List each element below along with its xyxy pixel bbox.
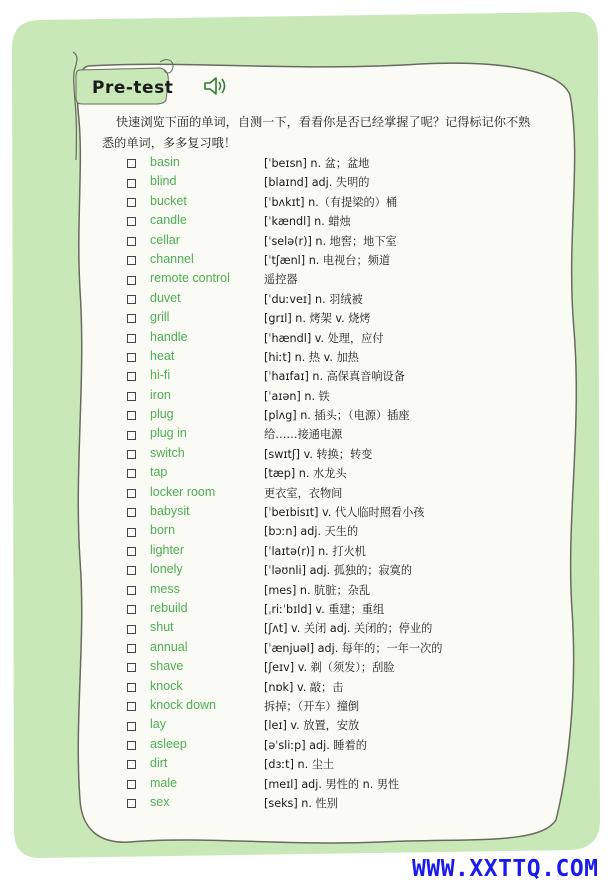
vocab-checkbox[interactable] [127, 256, 136, 265]
vocab-word: switch [150, 445, 185, 460]
vocab-checkbox[interactable] [127, 663, 136, 672]
vocab-row [127, 542, 547, 561]
vocab-definition: [nɒk] v. 敲；击 [264, 680, 344, 694]
vocab-row [127, 270, 547, 289]
vocab-definition: [ˈhaɪfaɪ] n. 高保真音响设备 [264, 370, 405, 384]
vocab-word: handle [150, 329, 188, 344]
vocab-row [127, 445, 547, 464]
vocab-definition: [plʌg] n. 插头；（电源）插座 [264, 409, 410, 423]
vocab-row [127, 736, 547, 755]
vocab-word: locker room [150, 484, 216, 499]
vocab-word: lonely [150, 562, 183, 577]
vocab-word: knock [150, 678, 183, 693]
vocab-definition: [ˈtʃænl] n. 电视台；频道 [264, 253, 391, 267]
vocab-checkbox[interactable] [127, 159, 136, 168]
speaker-icon[interactable] [202, 74, 228, 98]
vocab-definition: [bɔːn] adj. 天生的 [264, 525, 359, 539]
vocab-row [127, 290, 547, 309]
vocab-definition: [seks] n. 性别 [264, 796, 338, 810]
vocab-row [127, 600, 547, 619]
vocab-checkbox[interactable] [127, 334, 136, 343]
vocab-row [127, 775, 547, 794]
vocab-row [127, 755, 547, 774]
vocab-word: hi-fi [150, 368, 171, 383]
vocab-checkbox[interactable] [127, 528, 136, 537]
vocab-checkbox[interactable] [127, 508, 136, 517]
vocab-word: mess [150, 581, 180, 596]
vocab-checkbox[interactable] [127, 217, 136, 226]
vocab-word: plug [150, 407, 174, 422]
vocabulary-list [127, 154, 547, 813]
vocab-checkbox[interactable] [127, 198, 136, 207]
page-title: Pre-test [92, 78, 174, 98]
vocab-checkbox[interactable] [127, 392, 136, 401]
vocab-row [127, 329, 547, 348]
vocab-row [127, 464, 547, 483]
vocab-definition: [ˈhændl] v. 处理，应付 [264, 331, 384, 345]
vocab-word: shave [150, 659, 184, 674]
vocab-checkbox[interactable] [127, 566, 136, 575]
vocab-definition: [ˈbʌkɪt] n.（有提梁的）桶 [264, 195, 398, 209]
vocab-word: asleep [150, 736, 187, 751]
vocab-row [127, 154, 547, 173]
vocab-word: bucket [150, 193, 187, 208]
vocab-row [127, 425, 547, 444]
vocab-definition: [hiːt] n. 热 v. 加热 [264, 350, 359, 364]
vocab-word: duvet [150, 290, 181, 305]
vocab-word: rebuild [150, 600, 188, 615]
vocab-word: remote control [150, 271, 230, 286]
vocab-word: channel [150, 251, 194, 266]
instructions-text: 快速浏览下面的单词，自测一下，看看你是否已经掌握了呢？记得标记你不熟悉的单词，多多复习哦！ [102, 115, 531, 150]
vocab-checkbox[interactable] [127, 760, 136, 769]
vocab-word: lay [150, 717, 166, 732]
vocab-word: heat [150, 348, 175, 363]
vocab-definition: [ˈkændl] n. 蜡烛 [264, 215, 351, 229]
vocab-definition: [ʃʌt] v. 关闭 adj. 关闭的；停业的 [264, 622, 433, 636]
vocab-word: male [150, 775, 178, 790]
vocab-checkbox[interactable] [127, 431, 136, 440]
vocab-definition: [dɜːt] n. 尘土 [264, 758, 335, 772]
vocab-definition: [ʃeɪv] v. 剃（须发）；刮脸 [264, 661, 395, 675]
vocab-row [127, 794, 547, 813]
vocab-word: tap [150, 465, 168, 480]
vocab-row [127, 639, 547, 658]
vocab-definition: [ˌriːˈbɪld] v. 重建；重组 [264, 602, 385, 616]
vocab-row [127, 697, 547, 716]
vocab-word: candle [150, 213, 187, 228]
vocab-definition: [swɪtʃ] v. 转换；转变 [264, 447, 373, 461]
vocab-checkbox[interactable] [127, 799, 136, 808]
vocab-row [127, 484, 547, 503]
vocab-word: basin [150, 155, 180, 169]
vocab-definition: 给……接通电源 [264, 428, 343, 442]
vocab-checkbox[interactable] [127, 625, 136, 634]
vocab-checkbox[interactable] [127, 586, 136, 595]
vocab-checkbox[interactable] [127, 314, 136, 323]
vocab-row [127, 522, 547, 541]
vocab-row [127, 561, 547, 580]
vocab-definition: [ˈselə(r)] n. 地窖；地下室 [264, 234, 397, 248]
vocab-definition: [tæp] n. 水龙头 [264, 467, 347, 481]
vocab-checkbox[interactable] [127, 411, 136, 420]
vocab-row [127, 212, 547, 231]
vocab-word: born [150, 523, 176, 538]
vocab-word: knock down [150, 697, 217, 712]
vocab-checkbox[interactable] [127, 780, 136, 789]
vocab-definition: [ˈbeɪsn] n. 盆；盆地 [264, 157, 370, 170]
vocab-word: babysit [150, 504, 190, 519]
vocab-row [127, 503, 547, 522]
vocab-definition: [mes] n. 肮脏；杂乱 [264, 583, 371, 597]
vocab-word: sex [150, 794, 170, 809]
vocab-definition: [əˈsliːp] adj. 睡着的 [264, 738, 367, 752]
vocab-definition: 拆掉；（开车）撞倒 [264, 699, 360, 713]
vocab-definition: [ˈbeɪbisɪt] v. 代人临时照看小孩 [264, 506, 425, 520]
vocab-row [127, 581, 547, 600]
vocab-checkbox[interactable] [127, 605, 136, 614]
vocab-checkbox[interactable] [127, 644, 136, 653]
vocab-row [127, 619, 547, 638]
vocab-checkbox[interactable] [127, 179, 136, 188]
vocab-checkbox[interactable] [127, 702, 136, 711]
vocab-row [127, 367, 547, 386]
vocab-row [127, 716, 547, 735]
vocab-checkbox[interactable] [127, 489, 136, 498]
vocab-row [127, 387, 547, 406]
vocab-definition: [ˈaɪən] n. 铁 [264, 389, 330, 403]
vocab-checkbox[interactable] [127, 722, 136, 731]
vocab-word: shut [150, 620, 174, 635]
vocab-row [127, 678, 547, 697]
vocab-checkbox[interactable] [127, 372, 136, 381]
vocab-checkbox[interactable] [127, 353, 136, 362]
vocab-checkbox[interactable] [127, 741, 136, 750]
vocab-definition: [ˈlaɪtə(r)] n. 打火机 [264, 544, 366, 558]
vocab-checkbox[interactable] [127, 276, 136, 285]
vocab-row [127, 348, 547, 367]
vocab-word: dirt [150, 756, 168, 771]
vocab-checkbox[interactable] [127, 547, 136, 556]
vocab-row [127, 251, 547, 270]
vocab-checkbox[interactable] [127, 237, 136, 246]
vocab-definition: 更衣室，衣物间 [264, 486, 343, 500]
vocab-checkbox[interactable] [127, 295, 136, 304]
vocab-definition: [meɪl] adj. 男性的 n. 男性 [264, 777, 400, 791]
vocab-row [127, 173, 547, 192]
vocab-checkbox[interactable] [127, 683, 136, 692]
vocab-word: plug in [150, 426, 187, 441]
vocab-row [127, 406, 547, 425]
vocab-word: lighter [150, 542, 185, 557]
watermark: WWW.XXTTQ.COM [412, 856, 599, 882]
vocab-row [127, 193, 547, 212]
vocab-word: blind [150, 174, 177, 189]
vocab-word: cellar [150, 232, 180, 247]
vocab-checkbox[interactable] [127, 450, 136, 459]
vocab-definition: [ˈləʊnli] adj. 孤独的；寂寞的 [264, 564, 413, 578]
vocab-definition: [ˈænjuəl] adj. 每年的；一年一次的 [264, 641, 443, 655]
vocab-word: grill [150, 310, 170, 325]
vocab-checkbox[interactable] [127, 469, 136, 478]
vocab-definition: [ˈduːveɪ] n. 羽绒被 [264, 292, 363, 306]
vocab-row [127, 309, 547, 328]
vocab-definition: [grɪl] n. 烤架 v. 烧烤 [264, 312, 371, 326]
vocab-definition: 遥控器 [264, 273, 298, 287]
vocab-definition: [leɪ] v. 放置，安放 [264, 719, 360, 733]
vocab-word: iron [150, 387, 171, 402]
vocab-word: annual [150, 639, 188, 654]
vocab-row [127, 232, 547, 251]
vocab-row [127, 658, 547, 677]
vocab-definition: [blaɪnd] adj. 失明的 [264, 176, 370, 190]
